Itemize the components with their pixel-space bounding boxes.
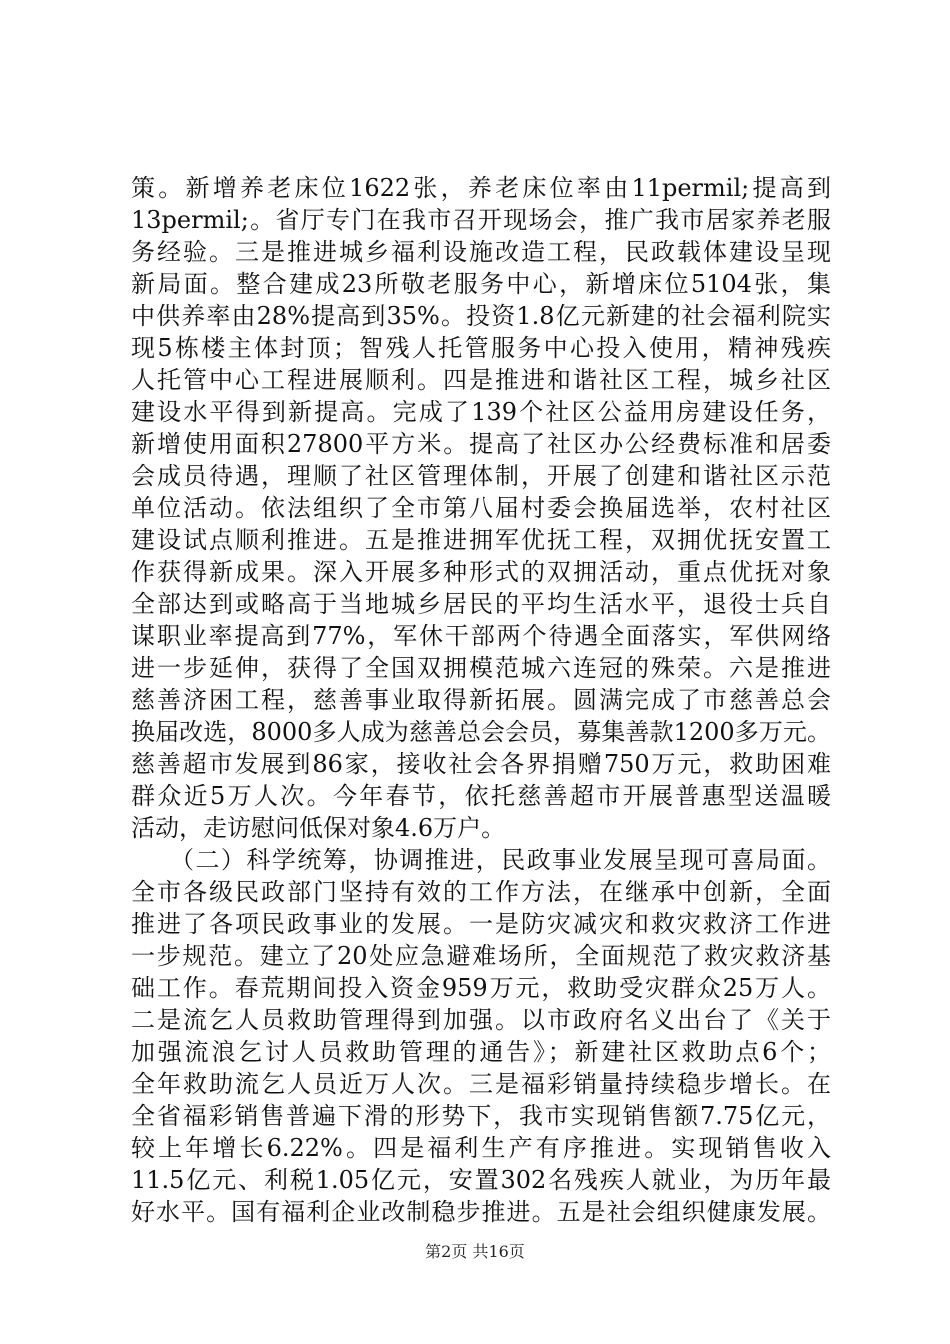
body-text — [131, 172, 831, 1228]
text-line: 进一步延伸，获得了全国双拥模范城六连冠的殊荣。六是推进 — [131, 654, 831, 682]
text-line: 建设试点顺利推进。五是推进拥军优抚工程，双拥优抚安置工 — [131, 526, 831, 554]
text-line: 13permil;。省厅专门在我市召开现场会，推广我市居家养老服 — [131, 206, 831, 234]
text-line: 中供养率由28%提高到35%。投资1.8亿元新建的社会福利院实 — [131, 302, 831, 330]
text-line: 全省福彩销售普遍下滑的形势下，我市实现销售额7.75亿元， — [131, 1102, 831, 1130]
text-line: 人托管中心工程进展顺利。四是推进和谐社区工程，城乡社区 — [131, 366, 831, 394]
text-line: 务经验。三是推进城乡福利设施改造工程，民政载体建设呈现 — [131, 238, 831, 266]
text-line: 一步规范。建立了20处应急避难场所，全面规范了救灾救济基 — [131, 942, 831, 970]
text-line: 推进了各项民政事业的发展。一是防灾减灾和救灾救济工作进 — [131, 910, 831, 938]
text-line: 会成员待遇，理顺了社区管理体制，开展了创建和谐社区示范 — [131, 462, 831, 490]
text-line: 全部达到或略高于当地城乡居民的平均生活水平，退役士兵自 — [131, 590, 831, 618]
text-line: 慈善超市发展到86家，接收社会各界捐赠750万元，救助困难 — [131, 750, 831, 778]
text-line: 较上年增长6.22%。四是福利生产有序推进。实现销售收入 — [131, 1134, 831, 1162]
text-line: 新局面。整合建成23所敬老服务中心，新增床位5104张，集 — [131, 270, 831, 298]
text-line: 全年救助流乞人员近万人次。三是福彩销量持续稳步增长。在 — [131, 1070, 831, 1098]
text-line: （二）科学统筹，协调推进，民政事业发展呈现可喜局面。 — [131, 846, 831, 874]
text-line: 策。新增养老床位1622张，养老床位率由11permil;提高到 — [131, 174, 831, 202]
text-line: 单位活动。依法组织了全市第八届村委会换届选举，农村社区 — [131, 494, 831, 522]
text-line: 全市各级民政部门坚持有效的工作方法，在继承中创新，全面 — [131, 878, 831, 906]
text-line: 谋职业率提高到77%，军休干部两个待遇全面落实，军供网络 — [131, 622, 831, 650]
text-line: 慈善济困工程，慈善事业取得新拓展。圆满完成了市慈善总会 — [131, 686, 831, 714]
text-line: 二是流乞人员救助管理得到加强。以市政府名义出台了《关于 — [131, 1006, 831, 1034]
text-line: 加强流浪乞讨人员救助管理的通告》；新建社区救助点6个； — [131, 1038, 831, 1066]
page-footer: 第2页 共16页 — [425, 1242, 525, 1261]
text-line: 群众近5万人次。今年春节，依托慈善超市开展普惠型送温暖 — [131, 782, 831, 810]
text-line: 好水平。国有福利企业改制稳步推进。五是社会组织健康发展。 — [131, 1198, 831, 1226]
text-line: 换届改选，8000多人成为慈善总会会员，募集善款1200多万元。 — [131, 718, 831, 746]
text-line: 础工作。春荒期间投入资金959万元，救助受灾群众25万人。 — [131, 974, 831, 1002]
text-line: 活动，走访慰问低保对象4.6万户。 — [131, 814, 506, 842]
text-line: 11.5亿元、利税1.05亿元，安置302名残疾人就业，为历年最 — [131, 1166, 831, 1194]
text-line: 作获得新成果。深入开展多种形式的双拥活动，重点优抚对象 — [131, 558, 831, 586]
text-line: 新增使用面积27800平方米。提高了社区办公经费标准和居委 — [131, 430, 831, 458]
text-line: 建设水平得到新提高。完成了139个社区公益用房建设任务， — [131, 398, 831, 426]
text-line: 现5栋楼主体封顶；智残人托管服务中心投入使用，精神残疾 — [131, 334, 831, 362]
